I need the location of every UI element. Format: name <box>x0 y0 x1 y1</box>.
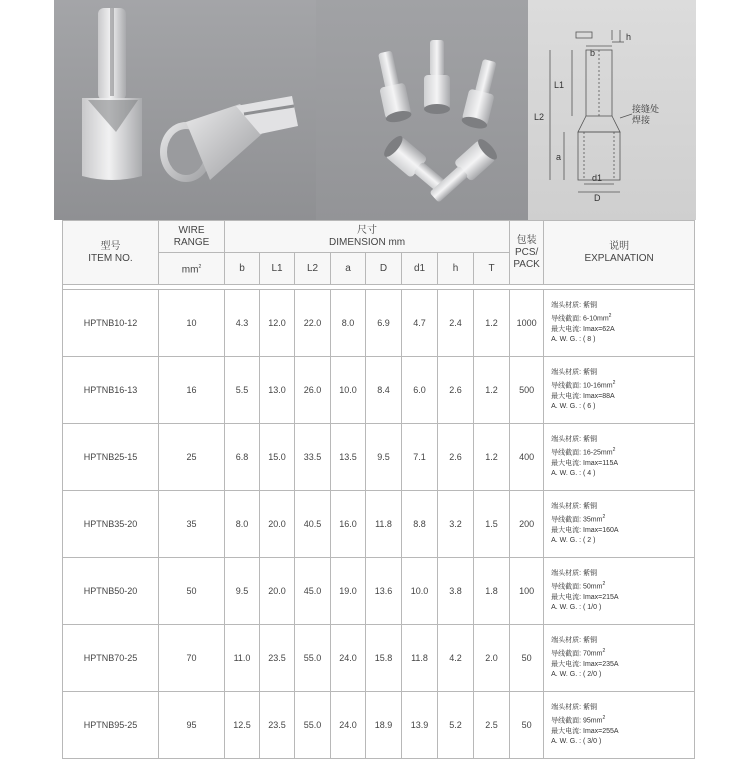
explanation-line <box>551 646 694 659</box>
table-row <box>63 424 695 491</box>
cell-d: 18.9 <box>366 692 402 759</box>
cell-pack: 1000 <box>510 290 544 357</box>
cell-b: 12.5 <box>225 692 260 759</box>
cell-l2: 33.5 <box>295 424 331 491</box>
explanation-text: 端头材质: 紫铜 <box>551 704 597 712</box>
table-row <box>63 558 695 625</box>
header-dim-b: b <box>225 253 260 285</box>
explanation-line <box>551 703 694 713</box>
cell-explanation <box>544 558 695 625</box>
drawing-label-d: D <box>594 193 601 203</box>
cell-a: 24.0 <box>331 692 366 759</box>
explanation-text: 最大电流: Imax=255A <box>551 727 619 735</box>
table-row <box>63 491 695 558</box>
explanation-text: 最大电流: Imax=235A <box>551 660 619 668</box>
cell-d1: 11.8 <box>402 625 438 692</box>
pin-terminal-closeup-illustration <box>54 0 316 220</box>
explanation-line <box>551 469 694 479</box>
explanation-text: A. W. G. : ( 4 ) <box>551 469 596 477</box>
drawing-note-seam: 接缝处 <box>632 104 660 114</box>
cell-a: 16.0 <box>331 491 366 558</box>
cell-wire: 50 <box>159 558 225 625</box>
explanation-text: 端头材质: 紫铜 <box>551 637 597 645</box>
explanation-line <box>551 603 694 613</box>
table-row <box>63 692 695 759</box>
explanation-text: A. W. G. : ( 2 ) <box>551 536 596 544</box>
explanation-text: 导线截面: 16-25mm <box>551 449 613 457</box>
cell-item-no: HPTNB35-20 <box>63 491 159 558</box>
header-row-top <box>63 221 695 253</box>
wire-unit-text: mm <box>181 264 199 276</box>
cell-l1: 23.5 <box>260 692 295 759</box>
cell-wire: 70 <box>159 625 225 692</box>
drawing-label-a: a <box>556 152 562 162</box>
cell-l1: 23.5 <box>260 625 295 692</box>
explanation-unit-sup: 2 <box>608 313 612 320</box>
header-wire-line2: RANGE <box>173 236 210 248</box>
cell-a: 19.0 <box>331 558 366 625</box>
header-dim-d1: d1 <box>402 253 438 285</box>
table-row <box>63 625 695 692</box>
cell-l2: 55.0 <box>295 692 331 759</box>
cell-h: 4.2 <box>438 625 474 692</box>
explanation-text: A. W. G. : ( 2/0 ) <box>551 670 602 678</box>
header-dimension-en: DIMENSION mm <box>329 236 406 248</box>
explanation-text: 最大电流: Imax=160A <box>551 526 619 534</box>
header-pack-line2: PCS/ <box>514 246 539 258</box>
product-photo-group <box>316 0 528 220</box>
cell-a: 13.5 <box>331 424 366 491</box>
cell-t: 1.2 <box>474 424 510 491</box>
cell-t: 1.2 <box>474 290 510 357</box>
cell-d1: 13.9 <box>402 692 438 759</box>
cell-item-no: HPTNB25-15 <box>63 424 159 491</box>
cell-l1: 20.0 <box>260 558 295 625</box>
cell-item-no: HPTNB16-13 <box>63 357 159 424</box>
explanation-line <box>551 526 694 536</box>
cell-explanation <box>544 491 695 558</box>
explanation-line <box>551 392 694 402</box>
explanation-unit-sup: 2 <box>612 447 616 454</box>
explanation-line <box>551 737 694 747</box>
drawing-label-h: h <box>626 32 632 42</box>
cell-d: 9.5 <box>366 424 402 491</box>
explanation-line <box>551 670 694 680</box>
cell-pack: 500 <box>510 357 544 424</box>
explanation-line <box>551 445 694 458</box>
cell-a: 8.0 <box>331 290 366 357</box>
explanation-text: 导线截面: 35mm <box>551 516 603 524</box>
explanation-text: 导线截面: 6-10mm <box>551 315 609 323</box>
explanation-text: 导线截面: 95mm <box>551 717 603 725</box>
cell-t: 2.0 <box>474 625 510 692</box>
cell-t: 1.2 <box>474 357 510 424</box>
cell-h: 3.8 <box>438 558 474 625</box>
cell-l2: 55.0 <box>295 625 331 692</box>
header-explanation <box>544 221 695 285</box>
explanation-line <box>551 502 694 512</box>
cell-l2: 45.0 <box>295 558 331 625</box>
drawing-label-d1: d1 <box>592 173 603 183</box>
cell-d1: 6.0 <box>402 357 438 424</box>
spec-table <box>62 220 695 759</box>
explanation-line <box>551 636 694 646</box>
explanation-line <box>551 378 694 391</box>
cell-h: 2.6 <box>438 424 474 491</box>
header-dim-h: h <box>438 253 474 285</box>
drawing-label-l1: L1 <box>554 80 565 90</box>
cell-d: 15.8 <box>366 625 402 692</box>
pin-terminals-group-illustration <box>316 0 528 220</box>
explanation-line <box>551 727 694 737</box>
cell-pack: 50 <box>510 692 544 759</box>
product-photo-strip <box>54 0 696 220</box>
explanation-line <box>551 311 694 324</box>
explanation-line <box>551 459 694 469</box>
table-row <box>63 290 695 357</box>
technical-drawing <box>528 0 696 220</box>
cell-b: 4.3 <box>225 290 260 357</box>
header-wire <box>159 221 225 253</box>
explanation-text: 端头材质: 紫铜 <box>551 503 597 511</box>
header-dim-a: a <box>331 253 366 285</box>
explanation-line <box>551 713 694 726</box>
cell-pack: 400 <box>510 424 544 491</box>
explanation-text: 最大电流: Imax=88A <box>551 392 615 400</box>
cell-t: 1.5 <box>474 491 510 558</box>
cell-wire: 35 <box>159 491 225 558</box>
explanation-text: 最大电流: Imax=215A <box>551 593 619 601</box>
header-pack <box>510 221 544 285</box>
cell-explanation <box>544 625 695 692</box>
cell-b: 8.0 <box>225 491 260 558</box>
cell-wire: 95 <box>159 692 225 759</box>
cell-b: 5.5 <box>225 357 260 424</box>
explanation-text: 最大电流: Imax=62A <box>551 325 615 333</box>
cell-d: 11.8 <box>366 491 402 558</box>
explanation-text: 端头材质: 紫铜 <box>551 436 597 444</box>
explanation-unit-sup: 2 <box>602 715 606 722</box>
explanation-text: 最大电流: Imax=115A <box>551 459 619 467</box>
cell-l2: 40.5 <box>295 491 331 558</box>
cell-d: 13.6 <box>366 558 402 625</box>
cell-d1: 10.0 <box>402 558 438 625</box>
header-item-en: ITEM NO. <box>88 252 133 264</box>
explanation-text: 导线截面: 10-16mm <box>551 382 613 390</box>
cell-wire: 10 <box>159 290 225 357</box>
header-dim-l2: L2 <box>295 253 331 285</box>
explanation-line <box>551 569 694 579</box>
header-item <box>63 221 159 285</box>
explanation-line <box>551 660 694 670</box>
wire-unit-sup: 2 <box>198 263 202 270</box>
cell-pack: 100 <box>510 558 544 625</box>
cell-b: 9.5 <box>225 558 260 625</box>
explanation-unit-sup: 2 <box>602 648 606 655</box>
explanation-text: A. W. G. : ( 3/0 ) <box>551 737 602 745</box>
cell-wire: 25 <box>159 424 225 491</box>
header-wire-line1: WIRE <box>178 224 205 236</box>
cell-explanation <box>544 357 695 424</box>
cell-h: 2.4 <box>438 290 474 357</box>
cell-b: 6.8 <box>225 424 260 491</box>
cell-pack: 200 <box>510 491 544 558</box>
cell-l1: 13.0 <box>260 357 295 424</box>
explanation-line <box>551 512 694 525</box>
explanation-text: A. W. G. : ( 8 ) <box>551 335 596 343</box>
header-dim-d: D <box>366 253 402 285</box>
cell-pack: 50 <box>510 625 544 692</box>
explanation-line <box>551 435 694 445</box>
explanation-line <box>551 301 694 311</box>
explanation-line <box>551 593 694 603</box>
header-pack-line1: 包装 <box>516 234 537 246</box>
drawing-label-b: b <box>590 48 596 58</box>
cell-explanation <box>544 424 695 491</box>
cell-h: 2.6 <box>438 357 474 424</box>
header-dim-t: T <box>474 253 510 285</box>
cell-l1: 15.0 <box>260 424 295 491</box>
cell-item-no: HPTNB50-20 <box>63 558 159 625</box>
cell-b: 11.0 <box>225 625 260 692</box>
cell-h: 3.2 <box>438 491 474 558</box>
product-photo-closeup <box>54 0 316 220</box>
cell-a: 10.0 <box>331 357 366 424</box>
explanation-line <box>551 579 694 592</box>
explanation-line <box>551 335 694 345</box>
cell-wire: 16 <box>159 357 225 424</box>
explanation-text: A. W. G. : ( 1/0 ) <box>551 603 602 611</box>
header-explanation-en: EXPLANATION <box>584 252 654 264</box>
cell-item-no: HPTNB95-25 <box>63 692 159 759</box>
spec-table-body <box>63 285 695 759</box>
header-wire-unit <box>159 253 225 285</box>
explanation-text: 导线截面: 70mm <box>551 650 603 658</box>
header-dimension-cn: 尺寸 <box>357 224 378 236</box>
header-dimension <box>225 221 510 253</box>
explanation-text: 端头材质: 紫铜 <box>551 570 597 578</box>
dimension-drawing <box>528 0 696 220</box>
cell-explanation <box>544 290 695 357</box>
cell-item-no: HPTNB70-25 <box>63 625 159 692</box>
explanation-line <box>551 402 694 412</box>
header-explanation-cn: 说明 <box>609 240 630 252</box>
cell-a: 24.0 <box>331 625 366 692</box>
cell-d: 8.4 <box>366 357 402 424</box>
explanation-line <box>551 325 694 335</box>
explanation-unit-sup: 2 <box>602 514 606 521</box>
cell-l1: 12.0 <box>260 290 295 357</box>
cell-d: 6.9 <box>366 290 402 357</box>
drawing-label-l2: L2 <box>534 112 545 122</box>
drawing-note-weld: 焊接 <box>632 115 651 125</box>
explanation-text: 端头材质: 紫铜 <box>551 369 597 377</box>
table-row <box>63 357 695 424</box>
explanation-line <box>551 368 694 378</box>
cell-explanation <box>544 692 695 759</box>
explanation-text: A. W. G. : ( 6 ) <box>551 402 596 410</box>
explanation-line <box>551 536 694 546</box>
cell-item-no: HPTNB10-12 <box>63 290 159 357</box>
cell-t: 1.8 <box>474 558 510 625</box>
cell-h: 5.2 <box>438 692 474 759</box>
cell-l2: 22.0 <box>295 290 331 357</box>
cell-d1: 7.1 <box>402 424 438 491</box>
cell-d1: 4.7 <box>402 290 438 357</box>
cell-l2: 26.0 <box>295 357 331 424</box>
explanation-text: 端头材质: 紫铜 <box>551 302 597 310</box>
header-pack-line3: PACK <box>513 258 540 270</box>
header-item-cn: 型号 <box>100 240 121 252</box>
explanation-unit-sup: 2 <box>602 581 606 588</box>
cell-t: 2.5 <box>474 692 510 759</box>
cell-l1: 20.0 <box>260 491 295 558</box>
explanation-text: 导线截面: 50mm <box>551 583 603 591</box>
cell-d1: 8.8 <box>402 491 438 558</box>
spec-table-container <box>62 220 694 750</box>
header-dim-l1: L1 <box>260 253 295 285</box>
explanation-unit-sup: 2 <box>612 380 616 387</box>
